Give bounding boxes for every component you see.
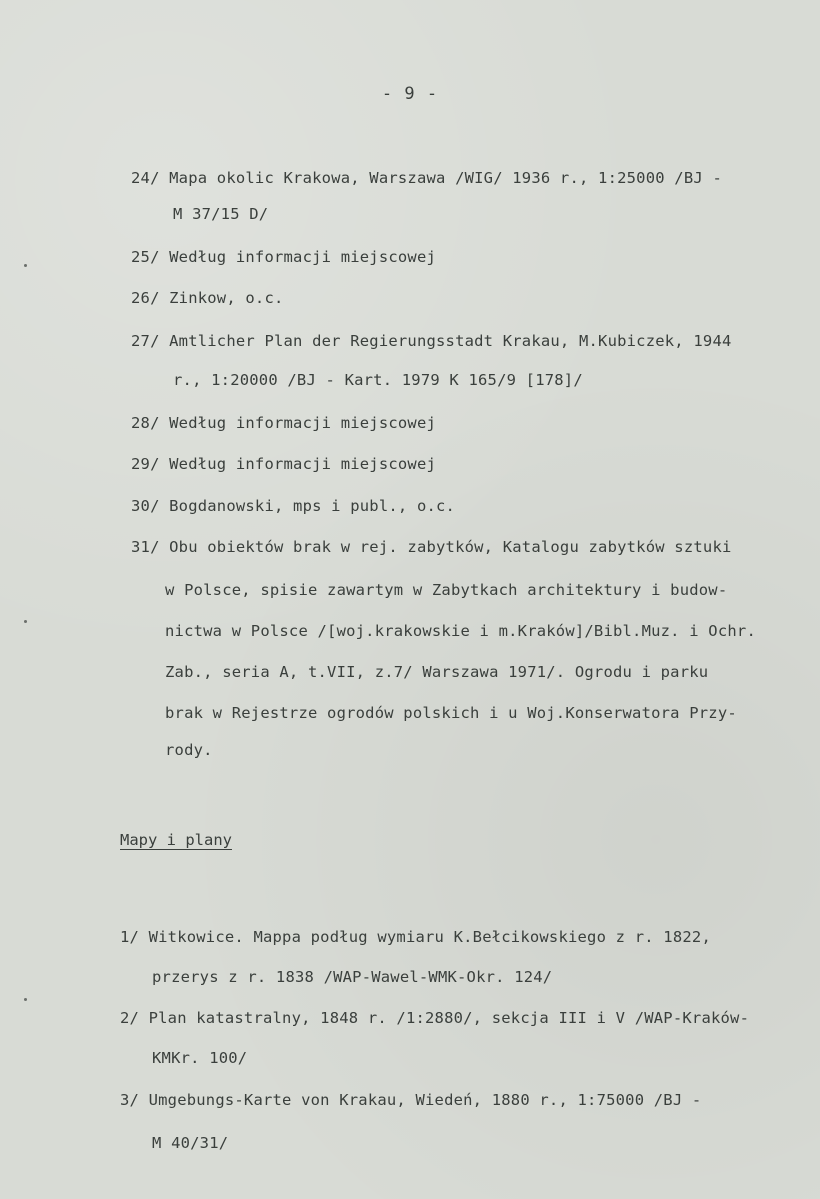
note-28-line-1: 28/ Według informacji miejscowej [131,414,437,432]
map-3-line-2: M 40/31/ [152,1134,229,1152]
note-29-line-1: 29/ Według informacji miejscowej [131,455,437,473]
note-26-line-1: 26/ Zinkow, o.c. [131,289,284,307]
note-31-line-3: nictwa w Polsce /[woj.krakowskie i m.Kraków]/Bibl.Muz. i Ochr. [165,622,756,640]
note-27-line-2: r., 1:20000 /BJ - Kart. 1979 K 165/9 [178]/ [173,371,583,389]
section-heading: Mapy i plany [120,831,232,849]
note-30-line-1: 30/ Bogdanowski, mps i publ., o.c. [131,497,456,515]
map-2-line-1: 2/ Plan katastralny, 1848 r. /1:2880/, sekcja III i V /WAP-Kraków- [120,1009,750,1027]
map-2-line-2: KMKr. 100/ [152,1049,248,1067]
scan-speck [24,998,27,1001]
note-31-line-1: 31/ Obu obiektów brak w rej. zabytków, Katalogu zabytków sztuki [131,538,732,556]
note-24-line-2: M 37/15 D/ [173,205,269,223]
map-1-line-2: przerys z r. 1838 /WAP-Wawel-WMK-Okr. 124/ [152,968,553,986]
map-3-line-1: 3/ Umgebungs-Karte von Krakau, Wiedeń, 1880 r., 1:75000 /BJ - [120,1091,702,1109]
note-31-line-5: brak w Rejestrze ogrodów polskich i u Woj.Konserwatora Przy- [165,704,737,722]
note-31-line-6: rody. [165,741,213,759]
note-27-line-1: 27/ Amtlicher Plan der Regierungsstadt Krakau, M.Kubiczek, 1944 [131,332,732,350]
note-31-line-4: Zab., seria A, t.VII, z.7/ Warszawa 1971/. Ogrodu i parku [165,663,709,681]
note-25-line-1: 25/ Według informacji miejscowej [131,248,437,266]
page-number: - 9 - [381,84,439,104]
note-24-line-1: 24/ Mapa okolic Krakowa, Warszawa /WIG/ 1936 r., 1:25000 /BJ - [131,169,722,187]
note-31-line-2: w Polsce, spisie zawartym w Zabytkach architektury i budow- [165,581,728,599]
scan-speck [24,264,27,267]
map-1-line-1: 1/ Witkowice. Mappa podług wymiaru K.Bełcikowskiego z r. 1822, [120,928,711,946]
scan-speck [24,620,27,623]
